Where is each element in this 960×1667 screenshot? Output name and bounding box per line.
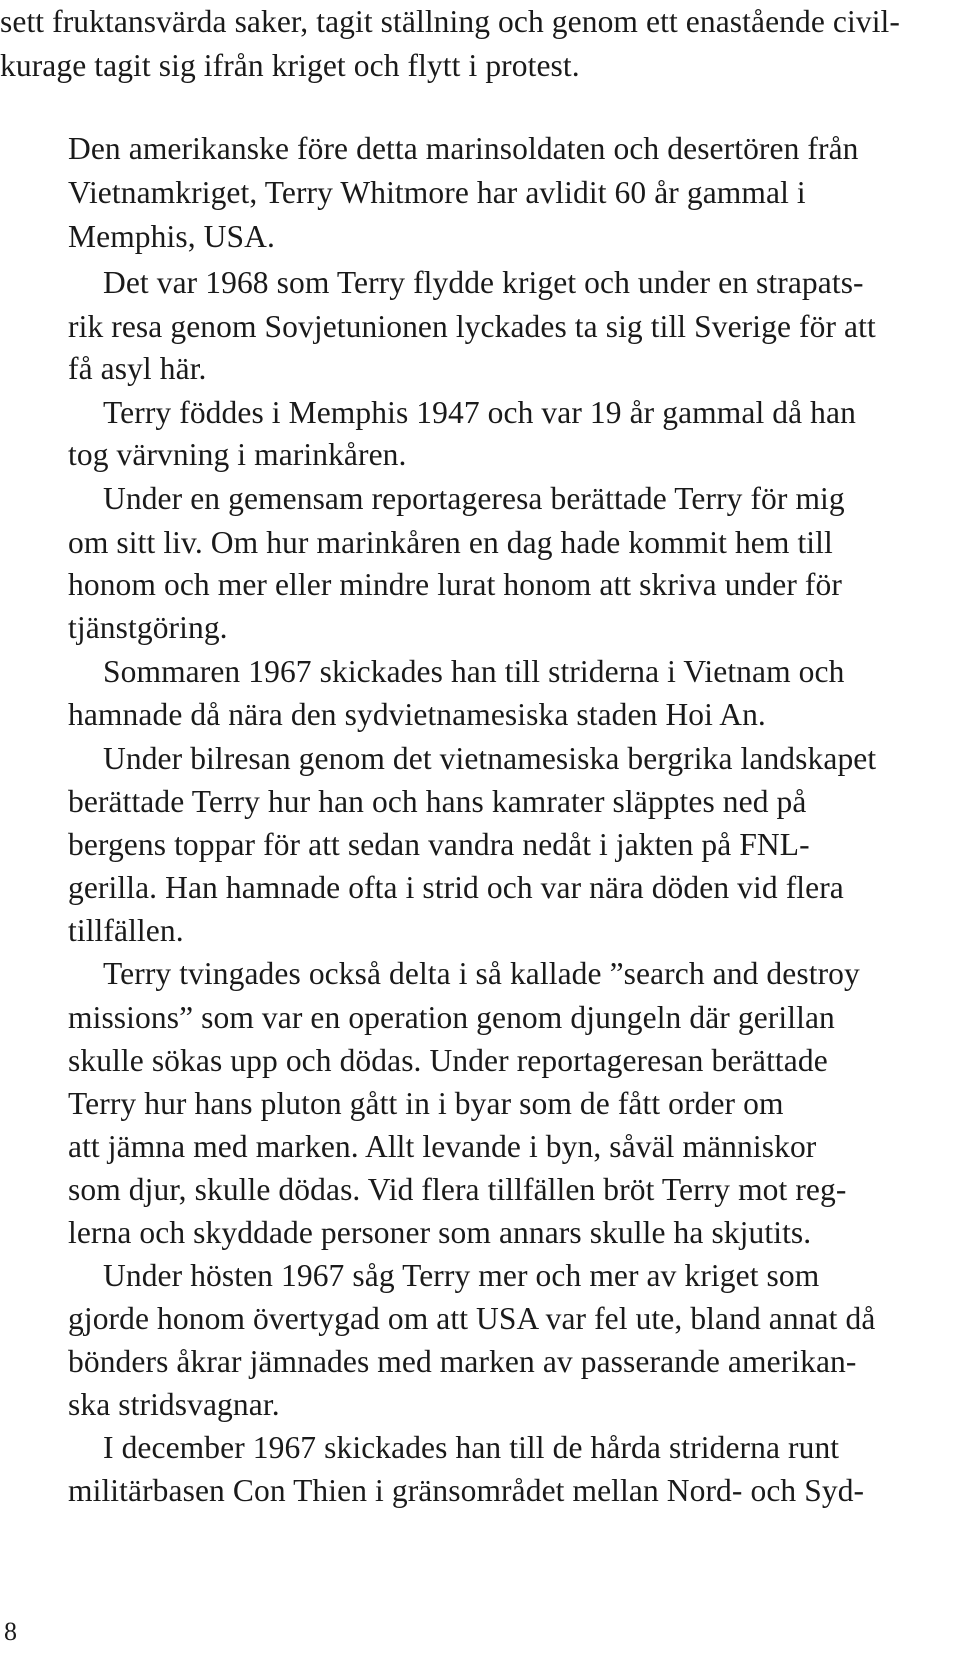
text-line: Memphis, USA. (68, 219, 275, 254)
text-line: militärbasen Con Thien i gränsområdet mellan Nord- och Syd- (68, 1473, 865, 1508)
text-line: Terry tvingades också delta i så kallade ”search and destroy (103, 956, 860, 991)
text-line: bönders åkrar jämnades med marken av passerande amerikan- (68, 1344, 857, 1379)
text-line: gjorde honom övertygad om att USA var fel ute, bland annat då (68, 1301, 876, 1336)
text-line: Under bilresan genom det vietnamesiska bergrika landskapet (103, 741, 877, 776)
text-line: Den amerikanske före detta marinsoldaten och desertören från (68, 131, 859, 166)
text-line: gerilla. Han hamnade ofta i strid och var nära döden vid flera (68, 870, 844, 905)
text-line: I december 1967 skickades han till de hårda striderna runt (103, 1430, 840, 1465)
text-line: Vietnamkriget, Terry Whitmore har avlidit 60 år gammal i (68, 175, 806, 210)
text-line: Terry föddes i Memphis 1947 och var 19 år gammal då han (103, 395, 856, 430)
text-line: tillfällen. (68, 913, 184, 948)
text-line: att jämna med marken. Allt levande i byn, såväl människor (68, 1129, 817, 1164)
text-line: bergens toppar för att sedan vandra nedåt i jakten på FNL- (68, 827, 810, 862)
text-line: tjänstgöring. (68, 610, 228, 645)
text-line: skulle sökas upp och dödas. Under reportageresan berättade (68, 1043, 828, 1078)
text-line: som djur, skulle dödas. Vid flera tillfällen bröt Terry mot reg- (68, 1172, 847, 1207)
text-line: missions” som var en operation genom djungeln där gerillan (68, 1000, 835, 1035)
text-line: Under hösten 1967 såg Terry mer och mer av kriget som (103, 1258, 820, 1293)
text-line: honom och mer eller mindre lurat honom att skriva under för (68, 567, 842, 602)
text-line: Det var 1968 som Terry flydde kriget och under en strapats- (103, 265, 864, 300)
text-line: Sommaren 1967 skickades han till striderna i Vietnam och (103, 654, 845, 689)
text-line: kurage tagit sig ifrån kriget och flytt i protest. (0, 48, 580, 83)
text-line: hamnade då nära den sydvietnamesiska staden Hoi An. (68, 697, 766, 732)
text-line: tog värvning i marinkåren. (68, 437, 407, 472)
text-line: lerna och skyddade personer som annars skulle ha skjutits. (68, 1215, 812, 1250)
text-line: om sitt liv. Om hur marinkåren en dag hade kommit hem till (68, 525, 833, 560)
text-line: berättade Terry hur han och hans kamrater släpptes ned på (68, 784, 807, 819)
text-line: få asyl här. (68, 351, 207, 386)
text-line: Terry hur hans pluton gått in i byar som de fått order om (68, 1086, 784, 1121)
text-line: rik resa genom Sovjetunionen lyckades ta sig till Sverige för att (68, 309, 876, 344)
text-line: Under en gemensam reportageresa berättade Terry för mig (103, 481, 845, 516)
text-line: sett fruktansvärda saker, tagit ställning och genom ett enastående civil- (0, 4, 900, 39)
page-number: 8 (4, 1617, 17, 1646)
text-line: ska stridsvagnar. (68, 1387, 280, 1422)
